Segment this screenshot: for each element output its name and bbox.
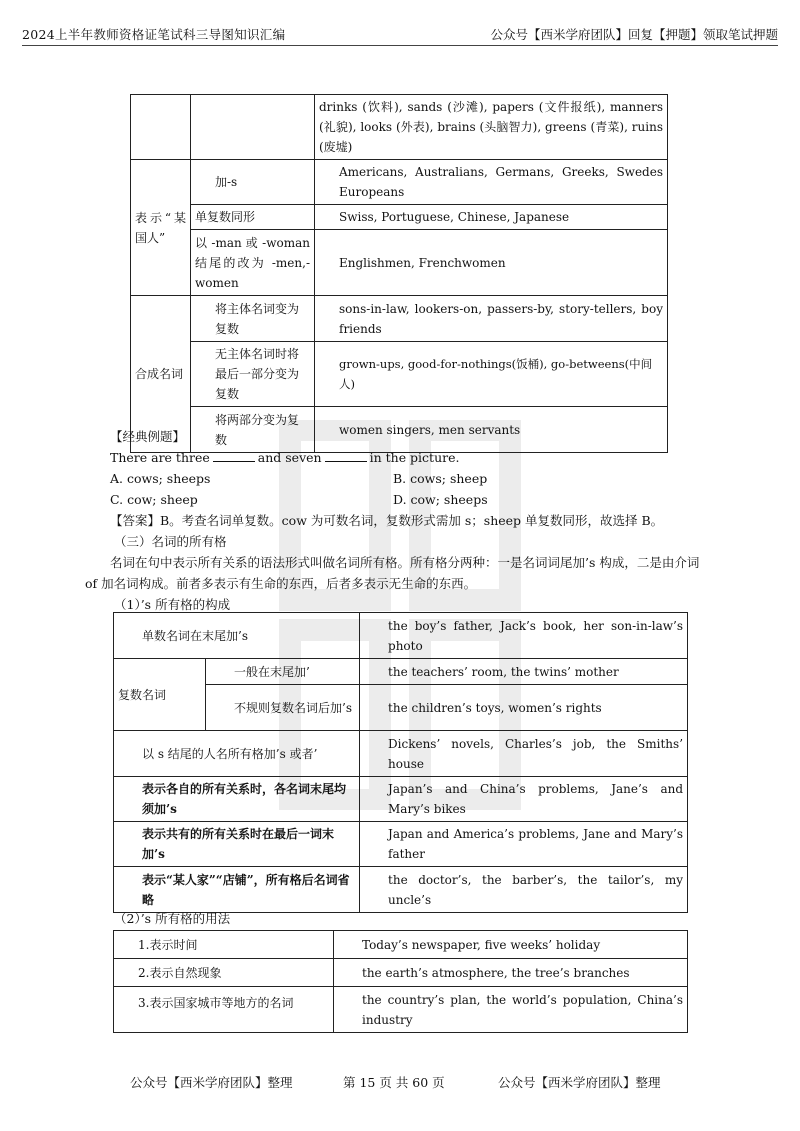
rule-cell: 一般在末尾加’ <box>206 659 360 685</box>
option-b: B. cows; sheep <box>393 471 488 486</box>
table-row <box>131 407 668 453</box>
rule-cell: 加-s <box>191 160 315 205</box>
option-a: A. cows; sheeps <box>110 471 211 486</box>
rule-cell: 将主体名词变为复数 <box>191 296 315 342</box>
rule-cell: 表示各自的所有关系时，各名词末尾均须加’s <box>114 777 360 822</box>
header-promo: 公众号【西米学府团队】回复【押题】领取笔试押题 <box>490 27 778 42</box>
possessive-formation-table <box>113 612 688 913</box>
example-cell: Japan’s and China’s problems, Jane’s and Mary’s bikes <box>360 777 688 822</box>
table-row <box>114 659 688 685</box>
example-cell: sons-in-law, lookers-on, passers-by, story-tellers, boy friends <box>315 296 668 342</box>
table-row <box>131 296 668 342</box>
table-row <box>114 987 688 1033</box>
example-cell: the boy’s father, Jack’s book, her son-in-law’s photo <box>360 613 688 659</box>
option-c: C. cow; sheep <box>110 492 198 507</box>
table-row <box>131 160 668 205</box>
blank-2 <box>325 451 367 462</box>
possessive-usage-table <box>113 930 688 1033</box>
example-cell: Swiss, Portuguese, Chinese, Japanese <box>315 205 668 230</box>
footer-right: 公众号【西米学府团队】整理 <box>498 1075 661 1090</box>
example-cell: the country’s plan, the world’s population, China’s industry <box>334 987 688 1033</box>
footer-left: 公众号【西米学府团队】整理 <box>130 1075 293 1090</box>
rule-cell: 单数名词在末尾加’s <box>114 613 360 659</box>
rule-cell: 不规则复数名词后加’s <box>206 685 360 731</box>
usage-cell: 3.表示国家城市等地方的名词 <box>114 987 334 1033</box>
table-row <box>114 731 688 777</box>
section-paragraph: 名词在句中表示所有关系的语法形式叫做名词所有格。所有格分两种：一是名词词尾加’s 构成，二是由介词 of 加名词构成。前者多表示有生命的东西，后者多表示无生命的东西。 <box>85 555 700 591</box>
question-part-b: and seven <box>257 450 322 465</box>
rule-cell: 单复数同形 <box>191 205 315 230</box>
option-d: D. cow; sheeps <box>393 492 488 507</box>
page-header <box>22 25 778 46</box>
table-row <box>114 959 688 987</box>
example-cell: Japan and America’s problems, Jane and Mary’s father <box>360 822 688 867</box>
rule-cell: 表示共有的所有关系时在最后一词末加’s <box>114 822 360 867</box>
rule-cell: 以 -man 或 -woman 结尾的改为 -men,-women <box>191 230 315 296</box>
example-cell: Dickens’ novels, Charles’s job, the Smiths’ house <box>360 731 688 777</box>
table-row <box>114 931 688 959</box>
table-row <box>114 867 688 913</box>
subsection-title: （1）’s 所有格的构成 <box>114 597 231 612</box>
example-heading: 【经典例题】 <box>110 429 186 444</box>
example-cell: the teachers’ room, the twins’ mother <box>360 659 688 685</box>
rule-cell: 将两部分变为复数 <box>191 407 315 453</box>
table-row <box>114 822 688 867</box>
rule-cell: 以 s 结尾的人名所有格加’s 或者’ <box>114 731 360 777</box>
example-cell: Americans, Australians, Germans, Greeks, Swedes Europeans <box>315 160 668 205</box>
question-part-a: There are three <box>110 450 210 465</box>
group-label: 复数名词 <box>114 659 206 731</box>
section-title: （三）名词的所有格 <box>114 534 227 549</box>
question-part-c: in the picture. <box>369 450 460 465</box>
group-label: 表示“某国人” <box>131 160 191 296</box>
example-question <box>110 447 459 468</box>
table-row <box>114 613 688 659</box>
blank-1 <box>213 451 255 462</box>
subsection-title-2: （2）’s 所有格的用法 <box>114 911 231 926</box>
example-cell: Englishmen, Frenchwomen <box>315 230 668 296</box>
usage-cell: 2.表示自然现象 <box>114 959 334 987</box>
example-cell: the children’s toys, women’s rights <box>360 685 688 731</box>
rule-cell: 表示“某人家”“店铺”，所有格后名词省略 <box>114 867 360 913</box>
example-cell: the doctor’s, the barber’s, the tailor’s, my uncle’s <box>360 867 688 913</box>
table-row <box>131 205 668 230</box>
table-row <box>131 230 668 296</box>
rule-cell: 无主体名词时将最后一部分变为复数 <box>191 342 315 407</box>
example-cell: women singers, men servants <box>315 407 668 453</box>
group-label: 合成名词 <box>131 296 191 453</box>
header-title: 2024上半年教师资格证笔试科三导图知识汇编 <box>22 27 286 42</box>
example-cell: grown-ups, good-for-nothings(饭桶), go-betweens(中间人) <box>315 342 668 407</box>
table-row <box>114 777 688 822</box>
table-cell: drinks (饮料), sands (沙滩), papers (文件报纸), manners (礼貌), looks (外表), brains (头脑智力), greens (青菜), ruins (废墟) <box>315 95 668 160</box>
usage-cell: 1.表示时间 <box>114 931 334 959</box>
plural-forms-table <box>130 94 668 453</box>
example-cell: the earth’s atmosphere, the tree’s branches <box>334 959 688 987</box>
page-number: 第 15 页 共 60 页 <box>343 1075 445 1090</box>
table-row <box>131 342 668 407</box>
answer-line: 【答案】B。考查名词单复数。cow 为可数名词，复数形式需加 s；sheep 单复数同形，故选择 B。 <box>110 513 664 528</box>
example-cell: Today’s newspaper, five weeks’ holiday <box>334 931 688 959</box>
table-row <box>131 95 668 160</box>
